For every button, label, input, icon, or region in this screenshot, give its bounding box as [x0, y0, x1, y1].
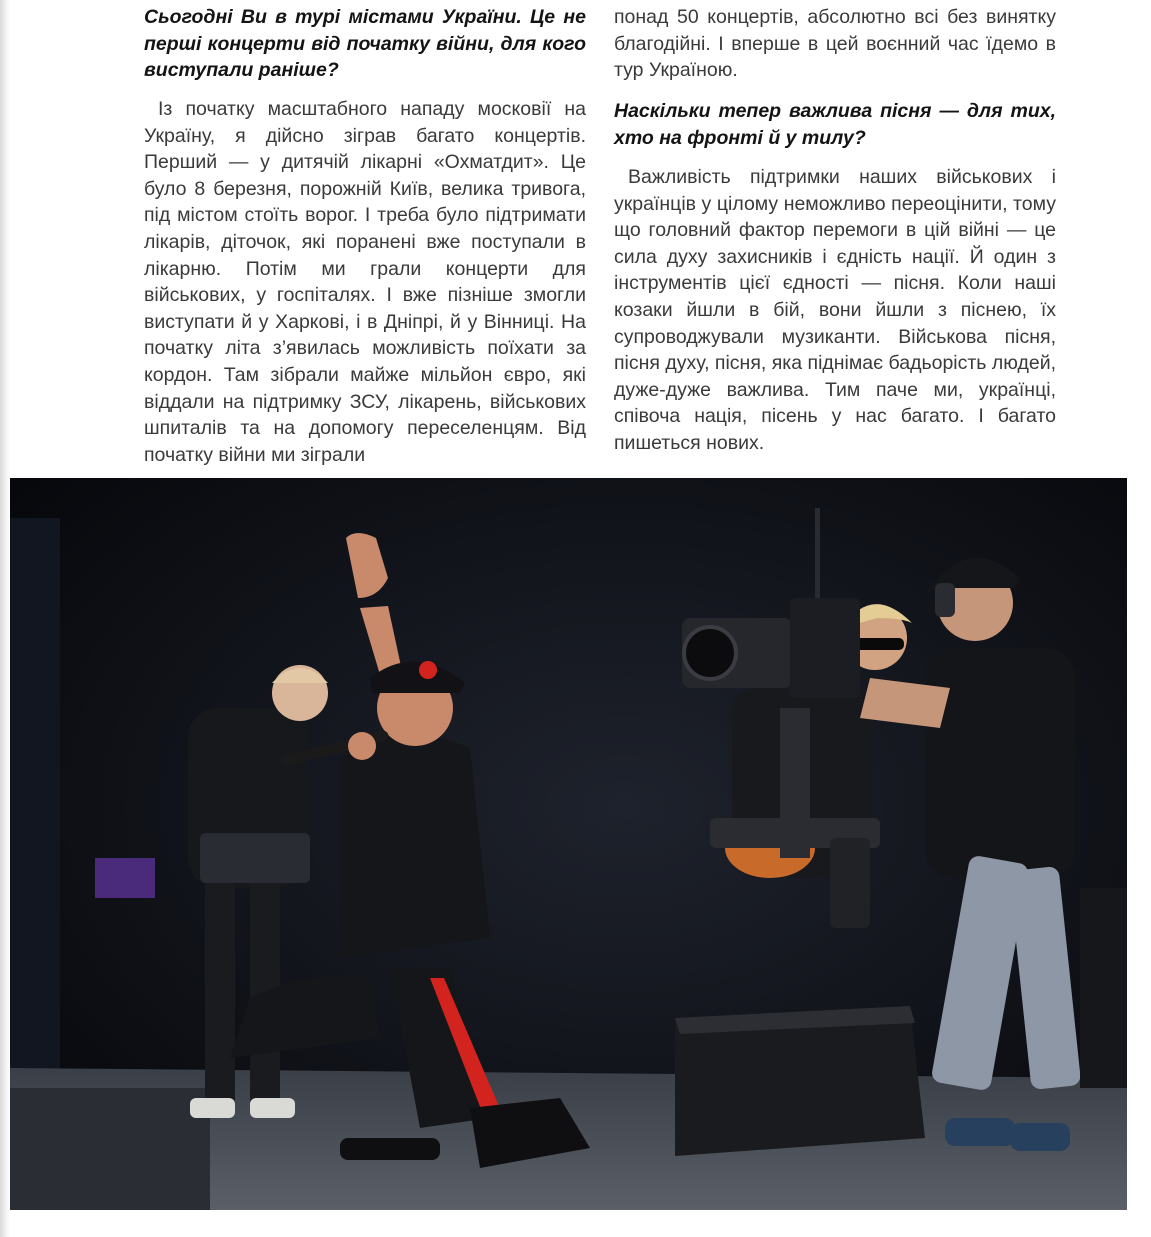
- interview-question-1: Сьогодні Ви в турі містами України. Це не перші концерти від початку війни, для кого виступали раніше?: [144, 6, 586, 81]
- page-edge: [0, 0, 10, 1237]
- interview-answer-2: Важливість підтримки наших військових і українців у цілому неможливо переоцінити, тому що головний фактор перемоги в цій війні — це сила духу захисників і єдність нації. Й один з інструментів цієї єдності — пісня. Коли наші козаки йшли в бій, вони йшли з піснею, їх супроводжували музиканти. Військова пісня, пісня духу, пісня, яка піднімає бадьорість людей, дуже-дуже важлива. Тим паче ми, українці, співоча нація, пісень у нас багато. І багато пишеться нових.: [614, 166, 1056, 454]
- concert-photo-illustration: [10, 478, 1127, 1210]
- interview-question-2: Наскільки тепер важлива пісня — для тих, хто на фронті й у тилу?: [614, 100, 1056, 149]
- page-bottom-margin: [10, 1210, 1151, 1237]
- interview-answer-1: Із початку масштабного нападу московії на Україну, я дійсно зіграв багато концертів. Перший — у дитячій лікарні «Охматдит». Це було 8 березня, порожній Київ, велика тривога, під містом стоїть ворог. І треба було підтримати лікарів, діточок, які поранені вже поступали в лікарню. Потім ми грали концерти для військових, у госпіталях. І вже пізніше змогли виступати й у Харкові, і в Дніпрі, й у Вінниці. На початку літа з’явилась можливість поїхати за кордон. Там зібрали майже мільйон євро, які віддали на підтримку ЗСУ, лікарень, військових шпиталів та на допомогу переселенцям. Від початку війни ми зіграли: [144, 98, 586, 466]
- floor-equipment-case: [10, 1088, 210, 1210]
- speaker-stack-left: [10, 518, 60, 1078]
- interview-answer-1-continued: понад 50 концертів, абсолютно всі без винятку благодійні. І вперше в цей воєнний час їдемо в тур Україною.: [614, 6, 1056, 82]
- concert-photo: [10, 478, 1127, 1210]
- stage-monitor-speaker: [675, 1006, 925, 1156]
- speaker-right: [1080, 888, 1127, 1088]
